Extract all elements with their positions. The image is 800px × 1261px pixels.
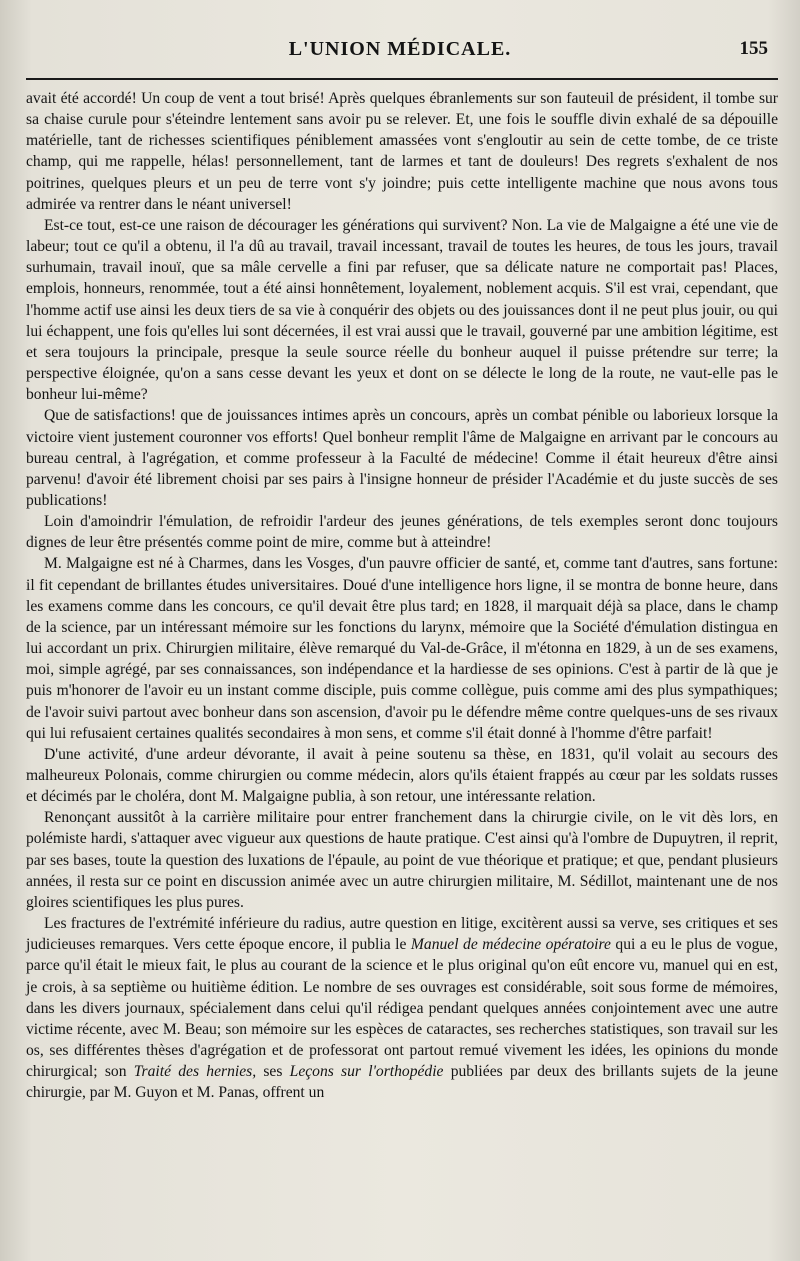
text-run: avait été accordé! Un coup de vent a tout brisé! Après quelques ébranlements sur son fauteuil de président, il tombe sur sa chaise curule pour s'éteindre lentement sans avoir pu se relever. Et, une fois le souffle divin exhalé de sa dépouille matérielle, tant de richesses scientifiques péniblement amassées vont s'engloutir au sein de cette tombe, de ce triste champ, qui me rappelle, hélas! personnellement, tant de larmes et tant de douleurs! Des regrets s'exhalent de nos poitrines, quelques pleurs et un peu de terre vont s'y joindre; puis cette intelligente machine que nous avons tous admirée va rentrer dans le néant universel! — [26, 90, 778, 213]
paragraph — [26, 744, 778, 807]
paragraph — [26, 88, 778, 215]
text-run: qui a eu le plus de vogue, parce qu'il était le mieux fait, le plus au courant de la science et le plus original qu'on eût encore vu, manuel qui en est, je crois, à sa septième ou huitième édition. Le nombre de ses ouvrages est considérable, soit sous forme de mémoires, dans les divers journaux, spécialement dans celui qu'il rédigea pendant quelques années conjointement avec une autre victime récente, avec M. Beau; son mémoire sur les espèces de cataractes, ses recherches statistiques, son travail sur les os, ses différentes thèses d'agrégation et de professorat ont partout remué vivement les idées, les opinions du monde chirurgical; son — [26, 936, 778, 1081]
paragraph — [26, 405, 778, 511]
page-number: 155 — [739, 38, 768, 59]
paragraph — [26, 215, 778, 405]
running-title: L'UNION MÉDICALE. — [288, 38, 512, 60]
text-run: Renonçant aussitôt à la carrière militaire pour entrer franchement dans la chirurgie civile, on le vit dès lors, en polémiste hardi, s'attaquer avec vigueur aux questions de haute pratique. C'est ainsi qu'à l'ombre de Dupuytren, il reprit, par ses bases, toute la question des luxations de l'épaule, au point de vue théorique et pratique; et que, pendant plusieurs années, il resta sur ce point en discussion animée avec un autre chirurgien militaire, M. Sédillot, maintenant une de nos gloires scientifiques les plus pures. — [26, 809, 778, 911]
header-rule — [26, 78, 778, 80]
paragraph — [26, 553, 778, 743]
italic-title: Manuel de médecine opératoire — [410, 936, 611, 954]
text-run: ses — [256, 1063, 290, 1081]
paragraph — [26, 511, 778, 553]
text-run: Est-ce tout, est-ce une raison de décourager les générations qui survivent? Non. La vie de Malgaigne a été une vie de labeur; tout ce qu'il a obtenu, il l'a dû au travail, travail incessant, travail de toutes les heures, de tous les jours, travail surhumain, travail inouï, que sa mâle cervelle a fini par refuser, que sa délicate nature ne comportait pas! Places, emplois, honneurs, renommée, tout a été ainsi honnêtement, loyalement, noblement acquis. S'il est vrai, cependant, que l'homme actif use ainsi les deux tiers de sa vie à conquérir des objets ou des jouissances dont il ne peut plus jouir, ou qui lui échappent, une fois qu'elles lui sont décernées, il est vrai aussi que le travail, gouverné par une ambition légitime, est et sera toujours la principale, presque la seule source réelle du bonheur auquel il puisse prétendre sur terre; la perspective éloignée, qu'on a sans cesse devant les yeux et dont on se délecte le long de la route, ne vaut-elle pas le bonheur lui-même? — [26, 216, 778, 404]
italic-title: Leçons sur l'orthopédie — [289, 1063, 444, 1081]
paragraph — [26, 913, 778, 1103]
page-header — [30, 38, 770, 68]
text-run: M. Malgaigne est né à Charmes, dans les Vosges, d'un pauvre officier de santé, et, comme tant d'autres, sans fortune: il fit cependant de brillantes études universitaires. Doué d'une intelligence hors ligne, il se montra de bonne heure, dans les examens comme dans les concours, ce qu'il devait être plus tard; en 1828, il marquait déjà sa place, dans le champ de la science, par un intéressant mémoire sur les fonctions du larynx, mémoire que la Société d'émulation distingua en lui accordant un prix. Chirurgien militaire, élève remarqué du Val-de-Grâce, il m'étonna en 1829, à un de ses examens, moi, simple agrégé, par ses connaissances, son indépendance et la hardiesse de ses opinions. C'est à partir de là que je puis m'honorer de l'avoir eu un instant comme disciple, puis comme collègue, puis comme ami des plus sympathiques; de l'avoir suivi partout avec bonheur dans son ascension, d'avoir pu le défendre même contre quelques-uns de ses rivaux qui lui refusaient certaines qualités secondaires à mon sens, et comme s'il était donné à l'homme d'être parfait! — [26, 555, 778, 742]
text-run: Les fractures de l'extrémité inférieure du radius, autre question en litige, excitèrent aussi sa verve, ses critiques et ses judicieuses remarques. Vers cette époque encore, il publia le — [26, 915, 778, 954]
text-run: Loin d'amoindrir l'émulation, de refroidir l'ardeur des jeunes générations, de tels exemples seront donc toujours dignes de leur être présentés comme point de mire, comme but à atteindre! — [26, 513, 778, 552]
paragraph — [26, 807, 778, 913]
text-run: D'une activité, d'une ardeur dévorante, il avait à peine soutenu sa thèse, en 1831, qu'il volait au secours des malheureux Polonais, comme chirurgien ou comme médecin, alors qu'ils étaient frappés au cœur par les soldats russes et décimés par le choléra, dont M. Malgaigne publia, à son retour, une intéressante relation. — [26, 745, 778, 806]
italic-title: Traité des hernies, — [133, 1063, 257, 1081]
body-text — [26, 88, 778, 1104]
text-run: publiées par deux des brillants sujets de la jeune chirurgie, par M. Guyon et M. Panas, offrent un — [26, 1063, 778, 1102]
text-run: Que de satisfactions! que de jouissances intimes après un concours, après un combat pénible ou laborieux lorsque la victoire vient justement couronner vos efforts! Quel bonheur remplit l'âme de Malgaigne en arrivant par le concours au bureau central, à l'agrégation, et comme professeur à la Faculté de médecine! Comme il était heureux d'être ainsi parvenu! d'avoir été librement choisi par ses pairs à l'insigne honneur de présider l'Académie et du juste succès de ses publications! — [26, 407, 778, 509]
